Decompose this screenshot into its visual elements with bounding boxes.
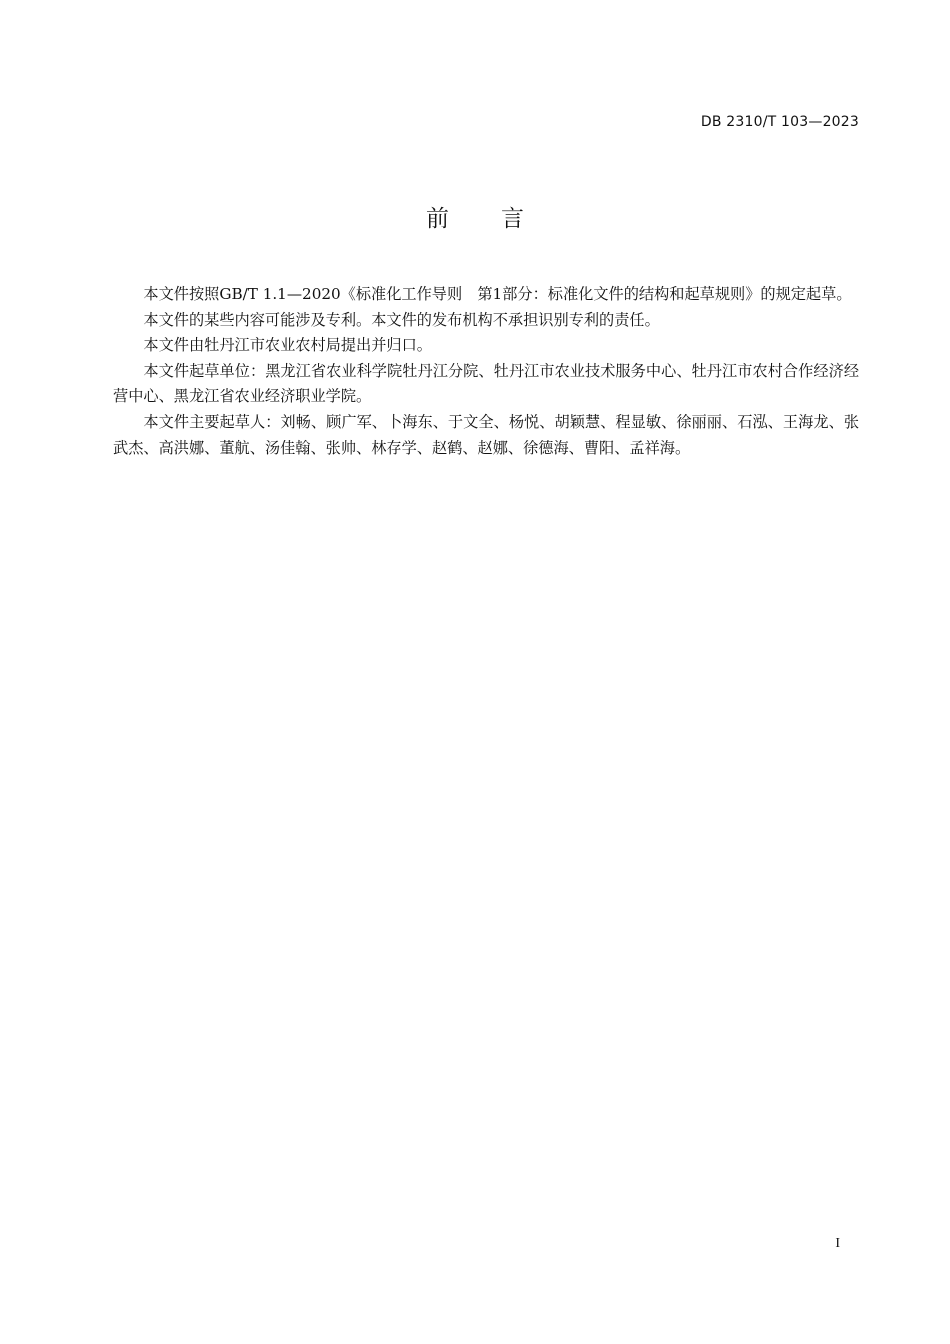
- document-code: DB 2310/T 103—2023: [700, 114, 859, 130]
- paragraph-drafting-units: 本文件起草单位：黑龙江省农业科学院牡丹江分院、牡丹江市农业技术服务中心、牡丹江市农村合作经济经营中心、黑龙江省农业经济职业学院。: [113, 361, 859, 406]
- paragraph-proposer: 本文件由牡丹江市农业农村局提出并归口。: [143, 336, 432, 355]
- paragraph-drafting-basis: 本文件按照GB/T 1.1—2020《标准化工作导则 第1部分：标准化文件的结构和起草规则》的规定起草。: [143, 285, 852, 303]
- page-number: I: [835, 1236, 840, 1251]
- title-char-1: 前: [426, 206, 449, 232]
- title-char-2: 言: [501, 206, 524, 232]
- paragraph-patent-notice: 本文件的某些内容可能涉及专利。本文件的发布机构不承担识别专利的责任。: [143, 310, 660, 329]
- paragraph-drafters: 本文件主要起草人：刘畅、顾广军、卜海东、于文全、杨悦、胡颖慧、程显敏、徐丽丽、石泓、王海龙、张武杰、高洪娜、董航、汤佳翰、张帅、林存学、赵鹤、赵娜、徐德海、曹阳、孟祥海。: [113, 412, 859, 457]
- foreword-body: [113, 282, 859, 461]
- page-title: [0, 200, 950, 233]
